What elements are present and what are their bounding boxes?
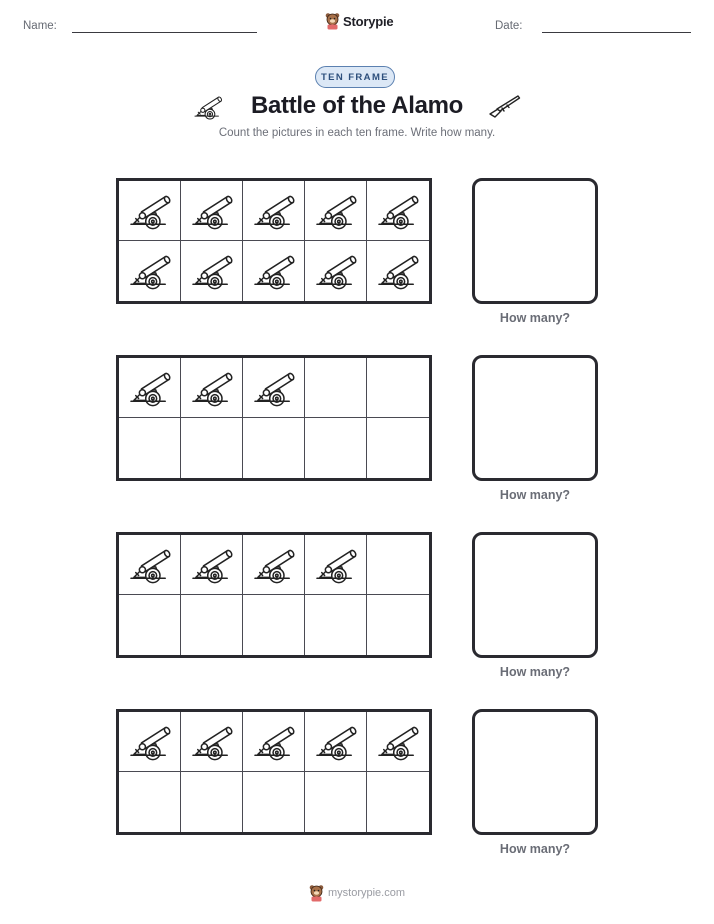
ten-frame-cell (305, 712, 367, 772)
cannon-icon (251, 252, 297, 290)
ten-frame-cell (181, 595, 243, 655)
ten-frame-cell (367, 358, 429, 418)
ten-frame-cell (119, 241, 181, 301)
page-title: Battle of the Alamo (250, 92, 464, 119)
ten-frame-3 (116, 532, 432, 658)
cannon-icon (189, 546, 235, 584)
cannon-icon (313, 546, 359, 584)
ten-frame-badge: TEN FRAME (315, 66, 395, 88)
ten-frame-cell (181, 241, 243, 301)
cannon-icon (189, 192, 235, 230)
cannon-icon (313, 252, 359, 290)
ten-frame-cell (367, 181, 429, 241)
cannon-icon (127, 369, 173, 407)
ten-frame-cell (119, 181, 181, 241)
ten-frame-cell (305, 595, 367, 655)
name-line[interactable] (72, 32, 257, 33)
answer-box[interactable] (472, 178, 598, 304)
ten-frame-cell (367, 535, 429, 595)
ten-frame-cell (181, 358, 243, 418)
ten-frame-cell (181, 772, 243, 832)
footer-url[interactable]: mystorypie.com (327, 887, 406, 899)
ten-frame-cell (243, 358, 305, 418)
brand-logo (325, 12, 393, 30)
ten-frame-cell (243, 772, 305, 832)
how-many-label: How many? (499, 311, 571, 325)
ten-frame-4 (116, 709, 432, 835)
ten-frame-2 (116, 355, 432, 481)
ten-frame-cell (181, 181, 243, 241)
how-many-label: How many? (499, 665, 571, 679)
ten-frame-cell (243, 535, 305, 595)
ten-frame-cell (305, 358, 367, 418)
ten-frame-cell (181, 535, 243, 595)
ten-frame-cell (243, 418, 305, 478)
cannon-icon (313, 192, 359, 230)
cannon-icon (251, 192, 297, 230)
cannon-icon (251, 723, 297, 761)
ten-frame-cell (243, 241, 305, 301)
ten-frame-cell (305, 241, 367, 301)
cannon-icon (127, 192, 173, 230)
ten-frame-cell (367, 418, 429, 478)
ten-frame-cell (367, 712, 429, 772)
cannon-icon (189, 252, 235, 290)
cannon-icon (189, 723, 235, 761)
answer-box[interactable] (472, 709, 598, 835)
cannon-icon (251, 369, 297, 407)
cannon-icon (375, 192, 421, 230)
ten-frame-cell (305, 772, 367, 832)
ten-frame-cell (119, 358, 181, 418)
answer-box[interactable] (472, 355, 598, 481)
ten-frame-cell (181, 418, 243, 478)
instructions: Count the pictures in each ten frame. Write how many. (218, 127, 496, 139)
ten-frame-cell (305, 418, 367, 478)
ten-frame-cell (119, 535, 181, 595)
bear-mascot-icon (325, 12, 340, 30)
ten-frame-cell (367, 595, 429, 655)
ten-frame-cell (305, 535, 367, 595)
ten-frame-cell (367, 241, 429, 301)
answer-box[interactable] (472, 532, 598, 658)
footer (0, 884, 714, 902)
ten-frame-cell (367, 772, 429, 832)
how-many-label: How many? (499, 842, 571, 856)
name-label: Name: (23, 20, 57, 32)
ten-frame-cell (119, 595, 181, 655)
cannon-icon (127, 546, 173, 584)
ten-frame-cell (243, 712, 305, 772)
bear-mascot-icon (309, 884, 324, 902)
cannon-icon (375, 723, 421, 761)
how-many-label: How many? (499, 488, 571, 502)
date-line[interactable] (542, 32, 691, 33)
date-label: Date: (495, 20, 523, 32)
cannon-icon (313, 723, 359, 761)
ten-frame-cell (243, 595, 305, 655)
cannon-icon (127, 252, 173, 290)
rifle-icon (487, 92, 521, 120)
ten-frame-1 (116, 178, 432, 304)
cannon-icon (375, 252, 421, 290)
ten-frame-cell (243, 181, 305, 241)
brand-name: Storypie (343, 13, 394, 29)
cannon-icon (189, 369, 235, 407)
ten-frame-cell (119, 418, 181, 478)
ten-frame-cell (305, 181, 367, 241)
ten-frame-cell (119, 772, 181, 832)
ten-frame-cell (119, 712, 181, 772)
cannon-icon (251, 546, 297, 584)
ten-frame-cell (181, 712, 243, 772)
cannon-icon (127, 723, 173, 761)
